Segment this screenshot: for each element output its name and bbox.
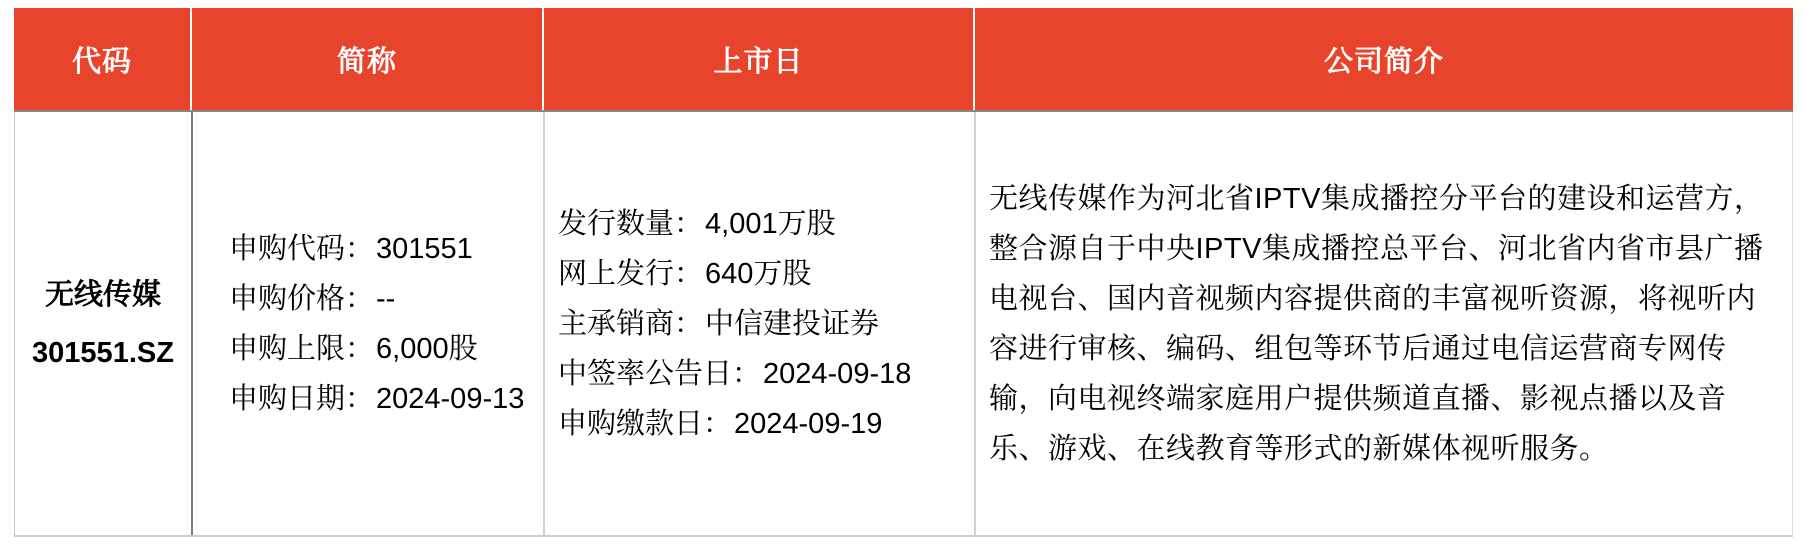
cell-subscription-info (191, 112, 543, 535)
ipo-info-table (14, 8, 1793, 537)
profile-line: 电视台、国内音视频内容提供商的丰富视听资源，将视听内 (989, 282, 1757, 315)
profile-line: 无线传媒作为河北省IPTV集成播控分平台的建设和运营方， (989, 182, 1764, 215)
cell-company-profile (974, 112, 1792, 535)
field-label: 网上发行： (558, 257, 704, 290)
profile-line: 整合源自于中央IPTV集成播控总平台、河北省内省市县广播 (989, 232, 1764, 265)
stock-ticker: 301551.SZ (32, 336, 174, 369)
field-value: 2024-09-19 (734, 407, 883, 440)
table-header-row (14, 8, 1793, 112)
profile-line: 容进行审核、编码、组包等环节后通过电信运营商专网传 (989, 332, 1727, 365)
field-value: 640万股 (705, 257, 812, 290)
header-cell-company-profile: 公司简介 (975, 8, 1793, 110)
field-label: 主承销商： (558, 307, 704, 340)
field-value: -- (376, 282, 396, 315)
listing-field-line (558, 249, 974, 299)
listing-field-line (558, 199, 974, 249)
listing-field-line (558, 349, 974, 399)
profile-line: 输，向电视终端家庭用户提供频道直播、影视点播以及音 (989, 382, 1727, 415)
field-value: 6,000股 (376, 332, 478, 365)
header-cell-code: 代码 (14, 8, 190, 110)
field-value: 4,001万股 (705, 207, 836, 240)
cell-listing-date-info (543, 112, 974, 535)
field-label: 申购代码： (229, 232, 375, 265)
cell-code (15, 112, 191, 535)
subscription-field-line (229, 274, 543, 324)
listing-field-line (558, 399, 974, 449)
field-label: 发行数量： (558, 207, 704, 240)
table-row (14, 112, 1793, 537)
subscription-field-line (229, 324, 543, 374)
field-label: 申购缴款日： (558, 407, 733, 440)
subscription-field-line (229, 374, 543, 424)
profile-line: 乐、游戏、在线教育等形式的新媒体视听服务。 (989, 432, 1609, 465)
field-value: 2024-09-18 (763, 357, 912, 390)
field-label: 中签率公告日： (558, 357, 762, 390)
field-label: 申购日期： (229, 382, 375, 415)
field-value: 中信建投证券 (705, 307, 880, 340)
stock-name: 无线传媒 (44, 278, 161, 311)
field-value: 301551 (376, 232, 473, 265)
field-label: 申购上限： (229, 332, 375, 365)
field-value: 2024-09-13 (376, 382, 525, 415)
listing-field-line (558, 299, 974, 349)
subscription-field-line (229, 224, 543, 274)
field-label: 申购价格： (229, 282, 375, 315)
header-cell-name: 简称 (192, 8, 542, 110)
header-cell-listing-date: 上市日 (544, 8, 973, 110)
